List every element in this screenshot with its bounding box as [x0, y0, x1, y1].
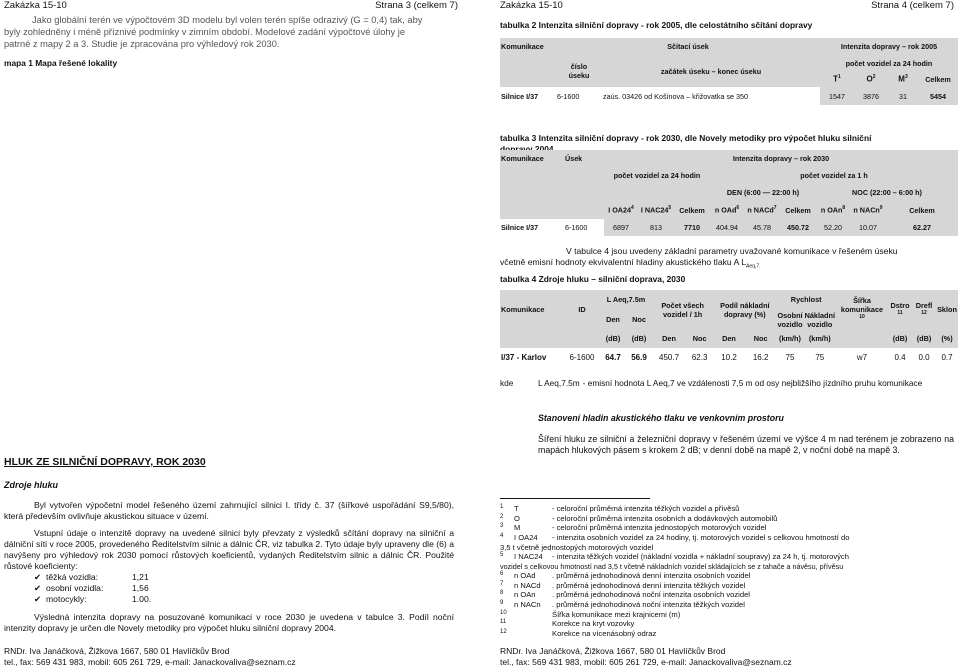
table4 [500, 290, 958, 368]
coefficient-value: 1,21 [132, 572, 149, 582]
footer-address: RNDr. Iva Janáčková, Žižkova 1667, 580 01 Havlíčkův Brod [4, 646, 230, 656]
page-footer [4, 646, 458, 667]
cell-value: 0.0 [918, 353, 930, 362]
cell-value: 62.3 [691, 353, 708, 362]
th-dstro: Dstro $^{11}$ [890, 300, 910, 316]
th-unit: (dB) [631, 334, 647, 344]
header-page-number: Strana 3 (celkem 7) [375, 0, 458, 11]
cell-value: 450.72 [780, 219, 816, 236]
footnote: 9 n NACn . průměrná jednohodinová noční intenzita těžkých vozidel [500, 599, 745, 609]
cell-value: 64.7 [605, 353, 621, 362]
map-caption: mapa 1 Mapa řešené lokality [4, 58, 118, 68]
th-scitaci-usek: Sčítací úsek [667, 42, 709, 51]
th-col: Celkem [679, 205, 705, 215]
th-t: $T^1$ [833, 73, 841, 84]
coefficient-label: osobní vozidla: [46, 583, 104, 593]
th-drefl: Drefl $^{12}$ [915, 300, 933, 316]
coefficient-label: těžká vozidla: [46, 572, 99, 582]
th-unit: Den [722, 334, 736, 344]
th-intenzita-2005: Intenzita dopravy – rok 2005 [840, 42, 938, 51]
cell-road: Silnice I/37 [501, 91, 539, 101]
cell-value: 404.94 [710, 219, 744, 236]
footnote: 7 n NACd . průměrná jednohodinová denní intenzita těžkých vozidel [500, 580, 746, 590]
footnote: 5 I NAC24 - intenzita těžkých vozidel (nákladní vozidla + nákladní soupravy) za 24 h, tj. motorových [500, 552, 849, 562]
cell-t: 1547 [820, 87, 854, 105]
th-unit: (%) [941, 334, 953, 344]
th-intenzita-2030: Intenzita dopravy – rok 2030 [732, 154, 830, 163]
footnote: 10 Šířka komunikace mezi krajnicemi (m) [500, 609, 681, 619]
th-unit: (dB) [605, 334, 621, 344]
header-page-number: Strana 4 (celkem 7) [871, 0, 954, 11]
cell-value: 813 [638, 219, 674, 236]
paragraph-table4-intro: V tabulce 4 jsou uvedeny základní parametry uvažované komunikace v řešeném úseku včetně emisní hodnoty ekvivalentní hladiny akustického tlaku A $L_{Aeq,7.}$ [500, 246, 898, 270]
cell-usek: zaús. 03426 od Košínova – křižovatka se 350 [603, 91, 749, 101]
th-o: $O^2$ [866, 73, 876, 84]
th-1h: počet vozidel za 1 h [800, 171, 868, 180]
cell-m: 31 [888, 87, 918, 105]
th-sirka: Šířka komunikace $^{10}$ [840, 296, 884, 321]
list-item [34, 594, 234, 605]
footnote: 11 Korekce na kryt vozovky [500, 619, 635, 629]
th-unit: Noc [753, 334, 768, 344]
paragraph-sireni: Šíření hluku ze silniční a železniční dopravy v řešeném území ve výšce 4 m nad terénem je zobrazeno na mapách hlukových pásem s krokem 2 dB; v denní době na mapě 2, v noční době na mapě 3. [538, 434, 954, 456]
th-unit: Den [662, 334, 676, 344]
footnote: 4 I OA24 - intenzita osobních vozidel za 24 hodiny, tj. motorových vozidel s celkovou hmotností do [500, 532, 850, 542]
th-cislo-useku: číslo úseku [568, 62, 590, 80]
table2 [500, 38, 958, 105]
table3 [500, 150, 958, 236]
kde-label: kde [500, 378, 514, 388]
table-header-row [500, 38, 958, 55]
paragraph-input-data: Vstupní údaje o intenzitě dopravy na uvedené silnici byly převzaty z výsledků sčítání dopravy na silniční a dálniční síti v roce 2005, provedeného Ředitelstvím silnic a dálnic ČR, viz tabulka 2. Tyto údaje byly upraveny dle (6) a navýšeny pro výhledový rok 2030 pomocí růstových koeficientů, vydaných Ředitelstvím silnic a dálnic ČR. Použité růstové koeficienty: [4, 528, 454, 571]
th-nakladni: Nákladní vozidlo [804, 310, 835, 329]
footnote: 3,5 t včetně jednostopých motorových vozidel [500, 542, 654, 552]
th-col: I $OA24^4$ [608, 205, 634, 215]
th-zacatek-konec: začátek úseku – konec úseku [660, 66, 762, 76]
th-den: DEN (6:00 — 22:00 h) [726, 188, 800, 197]
th-celkem: Celkem [925, 74, 951, 84]
footnote: 8 n OAn . průměrná jednohodinová noční intenzita osobních vozidel [500, 590, 750, 600]
table-units-row [500, 330, 958, 348]
table4-caption: tabulka 4 Zdroje hluku – silniční doprava, 2030 [500, 274, 686, 284]
footnote: 6 n OAd . průměrná jednohodinová denní intenzita osobních vozidel [500, 570, 751, 580]
heading-stanoveni: Stanovení hladin akustického tlaku ve venkovním prostoru [538, 413, 784, 423]
section-heading: HLUK ZE SILNIČNÍ DOPRAVY, ROK 2030 [4, 456, 206, 468]
intro-line: patrné z mapy 2 a 3. Studie je zpracována pro výhledový rok 2030. [4, 38, 280, 49]
checkmark-icon: ✔ [34, 583, 42, 593]
paragraph-model: Byl vytvořen výpočetní model řešeného území zahrnující silnici I. třídy č. 37 (šířkové uspořádání S9,5/80), která především ovlivňuje akustickou situace v území. [4, 500, 454, 521]
th-col: I $NAC24^5$ [640, 205, 672, 215]
th-unit: (km/h) [779, 334, 801, 344]
footnote: 3 M - celoroční průměrná intenzita jednostopých motorových vozidel [500, 523, 767, 533]
th-col: n OAd$^6$ [714, 205, 740, 215]
table-header-row [500, 184, 958, 201]
cell-usek: 6-1600 [565, 223, 588, 232]
table-row [500, 219, 958, 236]
cell-value: 10.2 [721, 353, 737, 362]
kde-text: - emisní hodnota L Aeq,7 ve vzdálenosti 7,5 m od osy nejbližšího jízdního pruhu komunikace [582, 378, 923, 388]
footnote-divider [500, 498, 650, 499]
subheading-sources: Zdroje hluku [4, 480, 58, 490]
th-rychlost: Rychlost [790, 295, 822, 305]
legend-kde [500, 378, 956, 388]
paragraph-result: Výsledná intenzita dopravy na posuzované komunikaci v roce 2030 je uvedena v tabulce 3. Podíl noční intenzity dopravy je určen dle Novely metodiky pro výpočet hluku silniční dopravy 2004. [4, 612, 454, 633]
cell-value: 6897 [604, 219, 638, 236]
table-row [500, 87, 958, 105]
header-contract: Zakázka 15-10 [4, 0, 67, 11]
th-unit: (dB) [916, 334, 932, 344]
page-4 [500, 0, 958, 671]
page-header [4, 0, 458, 12]
cell-cislo: 6-1600 [557, 91, 580, 101]
th-komunikace: Komunikace [501, 154, 544, 163]
cell-id: 6-1600 [569, 353, 595, 362]
th-komunikace: Komunikace [501, 305, 545, 315]
th-unit: Noc [692, 334, 707, 344]
table-row [500, 348, 958, 368]
cell-value: 7710 [674, 219, 710, 236]
cell-value: 75 [785, 353, 795, 362]
cell-o: 3876 [854, 87, 888, 105]
table-header-row [500, 55, 958, 71]
th-laeq: L Aeq,7.5m [606, 295, 646, 305]
th-col: n OAn$^8$ [820, 205, 846, 215]
th-col: n NACd$^7$ [747, 205, 777, 215]
page-footer [500, 646, 954, 667]
coefficient-label: motocykly: [46, 594, 87, 604]
footnote: 12 Korekce na vícenásobný odraz [500, 628, 657, 638]
cell-value: 16.2 [752, 353, 769, 362]
coefficient-list [34, 572, 234, 605]
footer-contact: tel., fax: 569 431 983, mobil: 605 261 729, e-mail: Janackovaliva@seznam.cz [4, 656, 296, 667]
table3-caption: tabulka 3 Intenzita silniční dopravy - rok 2030, dle Novely metodiky pro výpočet hluku silniční dopravy 2004 [500, 133, 872, 154]
cell-value: 45.78 [744, 219, 780, 236]
kde-symbol: L Aeq,7.5m [538, 378, 580, 388]
cell-road: Silnice I/37 [501, 223, 539, 232]
th-noc: NOC (22:00 – 6:00 h) [852, 188, 922, 197]
th-pocet: Počet všech vozidel / 1h [661, 300, 704, 319]
table2-caption: tabulka 2 Intenzita silniční dopravy - rok 2005, dle celostátního sčítání dopravy [500, 20, 813, 30]
table-header-row [500, 290, 958, 310]
footnote: vozidel s celkovou hmotností nad 3,5 t včetně nákladních vozidel skládajících se z tahače a návěsu, přívěsu [500, 561, 844, 571]
th-24h: počet vozidel za 24 hodin [613, 171, 701, 180]
cell-value: 0.4 [894, 353, 906, 362]
th-usek: Úsek [565, 154, 583, 163]
footnote: 2 O - celoroční průměrná intenzita osobních a dodávkových automobilů [500, 513, 778, 523]
cell-value: w7 [856, 353, 868, 362]
th-podil: Podíl nákladní dopravy (%) [720, 300, 770, 319]
th-m: $M^3$ [898, 73, 908, 84]
cell-value: 62.27 [886, 219, 958, 236]
th-noc: Noc [632, 315, 646, 325]
coefficient-value: 1.00. [132, 594, 152, 604]
intro-paragraph [4, 15, 454, 51]
footer-address: RNDr. Iva Janáčková, Žižkova 1667, 580 01 Havlíčkův Brod [500, 646, 726, 656]
th-pocet-24h: počet vozidel za 24 hodin [845, 58, 933, 68]
page-3 [4, 0, 462, 671]
table-header-row [500, 201, 958, 219]
checkmark-icon: ✔ [34, 572, 42, 582]
th-sklon: Sklon [937, 305, 957, 315]
th-unit: (km/h) [808, 334, 831, 344]
footer-contact: tel., fax: 569 431 983, mobil: 605 261 729, e-mail: Janackovaliva@seznam.cz [500, 656, 792, 667]
cell-value: 10.07 [850, 219, 886, 236]
list-item [34, 583, 234, 594]
th-col: Celkem [909, 205, 935, 215]
th-col: Celkem [785, 205, 811, 215]
th-komunikace: Komunikace [501, 42, 544, 51]
cell-celkem: 5454 [918, 87, 958, 105]
table-header-row [500, 167, 958, 184]
cell-value: 75 [815, 353, 825, 362]
footnote: 1 T - celoroční průměrná intenzita těžkých vozidel a přívěsů [500, 504, 740, 513]
intro-line: Jako globální terén ve výpočtovém 3D modelu byl volen terén spíše odrazivý (G = 0,4) tak, aby [32, 15, 423, 25]
th-osobni: Osobní vozidlo [777, 310, 803, 329]
cell-value: 450.7 [659, 353, 680, 362]
cell-value: 0.7 [941, 353, 953, 362]
cell-value: 56.9 [631, 353, 647, 362]
footnotes [500, 504, 956, 638]
checkmark-icon: ✔ [34, 594, 42, 604]
cell-value: 52.20 [816, 219, 850, 236]
list-item [34, 572, 234, 583]
intro-line: byly zohledněny i méně příznivé podmínky v zimním období. Modelové zadání výpočtové úlohy je [4, 26, 406, 37]
th-den: Den [606, 315, 620, 325]
header-contract: Zakázka 15-10 [500, 0, 563, 11]
table-header-row [500, 150, 958, 167]
page-header [500, 0, 954, 12]
th-id: ID [578, 305, 586, 315]
cell-road: I/37 - Karlov [501, 353, 547, 362]
th-unit: (dB) [892, 334, 908, 344]
th-col: n NACn$^9$ [853, 205, 883, 215]
coefficient-value: 1,56 [132, 583, 149, 593]
